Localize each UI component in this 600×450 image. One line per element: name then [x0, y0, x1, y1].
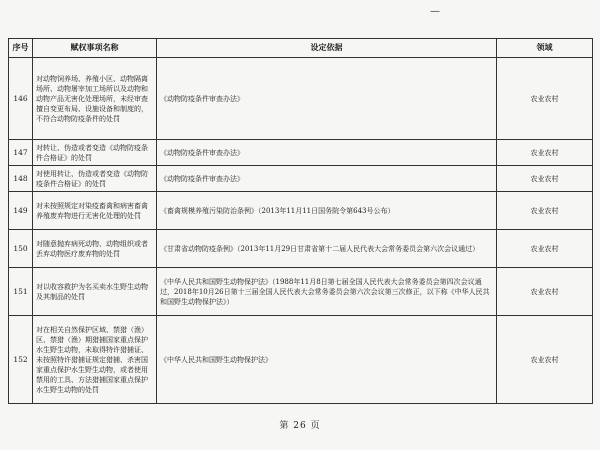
row-no: 149 [9, 192, 33, 230]
header-basis: 设定依据 [157, 39, 497, 58]
row-no: 151 [9, 268, 33, 316]
header-no: 序号 [9, 39, 33, 58]
row-item: 对转让、伪造或者变造《动物防疫条件合格证》的处罚 [33, 140, 157, 166]
row-no: 152 [9, 316, 33, 404]
row-field: 农业农村 [497, 230, 593, 268]
row-field: 农业农村 [497, 192, 593, 230]
row-field: 农业农村 [497, 58, 593, 140]
page-number: 第 26 页 [279, 421, 321, 431]
authorization-table [8, 38, 593, 404]
row-item: 对使用转让、伪造或者变造《动物防疫条件合格证》的处罚 [33, 166, 157, 192]
row-item: 对在相关自然保护区域、禁猎（渔）区、禁猎（渔）期猎捕国家重点保护水生野生动物，未取得特许猎捕证、未按照特许猎捕证规定猎捕、杀害国家重点保护水生野生动物，或者使用禁用的工具、方法猎捕国家重点保护水生野生动物的处罚 [33, 316, 157, 404]
row-basis: 《动物防疫条件审查办法》 [157, 58, 497, 140]
row-item: 对动物饲养场、养殖小区、动物隔离场所、动物屠宰加工场所以及动物和动物产品无害化处理场所，未经审查擅自变更布局、设施设备和制度的，不符合动物防疫条件的处罚 [33, 58, 157, 140]
row-no: 147 [9, 140, 33, 166]
row-basis: 《中华人民共和国野生动物保护法》（1988年11月8日第七届全国人民代表大会常务委员会第四次会议通过，2018年10月26日第十三届全国人民代表大会常务委员会第六次会议第三次修正，以下称《中华人民共和国野生动物保护法》） [157, 268, 497, 316]
row-basis: 《甘肃省动物防疫条例》（2013年11月29日甘肃省第十二届人民代表大会常务委员会第六次会议通过） [157, 230, 497, 268]
table-row [9, 166, 593, 192]
table-row [9, 192, 593, 230]
table-row [9, 316, 593, 404]
table-row [9, 268, 593, 316]
header-item: 赋权事项名称 [33, 39, 157, 58]
row-basis: 《中华人民共和国野生动物保护法》 [157, 316, 497, 404]
row-basis: 《动物防疫条件审查办法》 [157, 140, 497, 166]
row-no: 150 [9, 230, 33, 268]
row-basis: 《动物防疫条件审查办法》 [157, 166, 497, 192]
row-item: 对未按照规定对染疫畜禽和病害畜禽养殖废弃物进行无害化处理的处罚 [33, 192, 157, 230]
row-field: 农业农村 [497, 316, 593, 404]
row-field: 农业农村 [497, 166, 593, 192]
row-item: 对随意抛弃病死动物、动物组织或者丢弃动物医疗废弃物的处罚 [33, 230, 157, 268]
scan-mark: — [430, 6, 440, 17]
table-row [9, 58, 593, 140]
table-row [9, 230, 593, 268]
row-basis: 《畜禽规模养殖污染防治条例》（2013年11月11日国务院令第643号公布） [157, 192, 497, 230]
table-header-row [9, 39, 593, 58]
row-field: 农业农村 [497, 268, 593, 316]
table-row [9, 140, 593, 166]
row-no: 146 [9, 58, 33, 140]
row-no: 148 [9, 166, 33, 192]
row-item: 对以收容救护为名买卖水生野生动物及其制品的处罚 [33, 268, 157, 316]
header-field: 领域 [497, 39, 593, 58]
row-field: 农业农村 [497, 140, 593, 166]
